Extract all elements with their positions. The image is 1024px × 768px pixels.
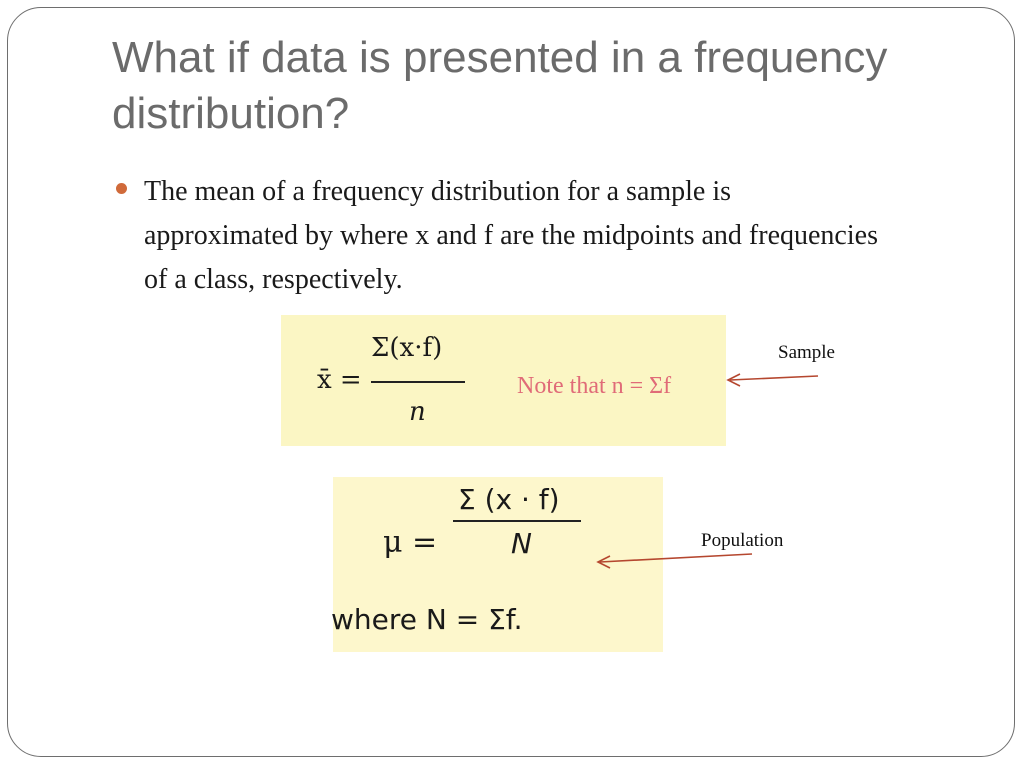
sample-label: Sample	[778, 342, 835, 363]
sample-arrow-icon	[728, 374, 818, 386]
sample-note: Note that n = Σf	[517, 373, 672, 399]
slide-title: What if data is presented in a frequency distribution?	[112, 33, 888, 138]
population-mean-lhs: μ =	[383, 525, 438, 560]
population-where: where N = Σf.	[331, 603, 523, 636]
population-numerator: Σ (x · f)	[458, 483, 560, 516]
sample-mean-lhs: x̄ =	[317, 365, 362, 395]
population-label: Population	[701, 530, 784, 551]
sample-numerator: Σ(x·f)	[371, 333, 443, 363]
population-denominator: N	[511, 527, 532, 560]
population-arrow-icon	[598, 554, 752, 568]
sample-denominator: n	[409, 397, 426, 427]
bullet-text: The mean of a frequency distribution for a sample is approximated by where x and f are the midpoints and frequencies of a class, respectively.	[144, 176, 878, 295]
